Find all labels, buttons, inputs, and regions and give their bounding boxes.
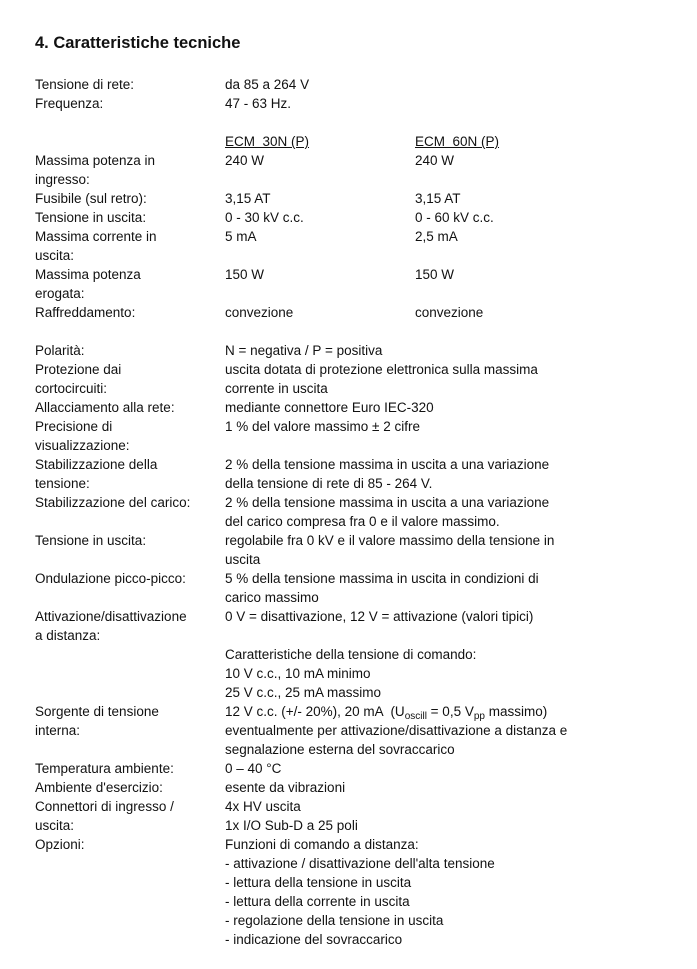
model-col2-header-cell — [415, 132, 691, 151]
text-line: Ondulazione picco-picco: — [35, 571, 186, 586]
spec-label — [35, 569, 225, 588]
spec-value-col1 — [225, 759, 486, 778]
text-line — [225, 702, 629, 721]
spec-row — [35, 645, 691, 702]
spec-row — [35, 398, 691, 417]
spec-label — [35, 455, 225, 493]
spec-value-col2 — [415, 265, 691, 284]
text-line: 2,5 mA — [415, 229, 458, 244]
spec-value-col1 — [225, 493, 620, 531]
spec-value-col1 — [225, 360, 614, 398]
spec-label — [35, 265, 225, 303]
spec-value-col1 — [225, 189, 415, 208]
text-line: Funzioni di comando a distanza: — [225, 837, 419, 852]
spec-label — [35, 493, 225, 512]
text-line: corrente in uscita — [225, 381, 328, 396]
text-line: 25 V c.c., 25 mA massimo — [225, 685, 382, 700]
text-line: Caratteristiche della tensione di comando: — [225, 647, 477, 662]
text-line: 3,15 AT — [225, 191, 271, 206]
text-line: uscita: — [35, 818, 75, 833]
text-line: Stabilizzazione della — [35, 457, 158, 472]
text-line: interna: — [35, 723, 81, 738]
text-line: da 85 a 264 V — [225, 77, 310, 92]
text-line: Tensione in uscita: — [35, 210, 147, 225]
text-line: Massima corrente in — [35, 229, 157, 244]
page-title: 4. Caratteristiche tecniche — [35, 34, 241, 52]
text-line: - indicazione del sovraccarico — [225, 932, 403, 947]
spec-value-col1 — [225, 645, 584, 702]
spec-label — [35, 151, 225, 189]
text-line: 3,15 AT — [415, 191, 461, 206]
text-line: convezione — [225, 305, 294, 320]
spec-value-col2 — [415, 151, 691, 170]
model-header-row — [35, 132, 691, 151]
text-line: 1 % del valore massimo ± 2 cifre — [225, 419, 420, 434]
text-line: 10 V c.c., 10 mA minimo — [225, 666, 371, 681]
text-line: Connettori di ingresso / — [35, 799, 174, 814]
spec-value-col1 — [225, 835, 593, 949]
text-line: Protezione dai — [35, 362, 122, 377]
text-line: ingresso: — [35, 172, 90, 187]
text-line: 5 % della tensione massima in uscita in condizioni di — [225, 571, 539, 586]
spec-label — [35, 189, 225, 208]
spec-value-col1 — [225, 398, 562, 417]
spec-label — [35, 303, 225, 322]
text-segment: = 0,5 V — [426, 704, 474, 719]
text-line: 240 W — [225, 153, 265, 168]
text-line: Massima potenza in — [35, 153, 156, 168]
text-line: Tensione in uscita: — [35, 533, 147, 548]
spec-label — [35, 531, 225, 550]
text-line: carico massimo — [225, 590, 319, 605]
spec-row — [35, 303, 691, 322]
model-col2-header: ECM 60N (P) — [415, 134, 500, 149]
text-line: N = negativa / P = positiva — [225, 343, 383, 358]
spec-value-col1 — [225, 151, 415, 170]
spec-value-col1 — [225, 797, 524, 835]
text-line: - attivazione / disattivazione dell'alta tensione — [225, 856, 495, 871]
spec-value-col1 — [225, 265, 415, 284]
text-line: 150 W — [225, 267, 265, 282]
text-line: Frequenza: — [35, 96, 104, 111]
text-line: uscita: — [35, 248, 75, 263]
spec-label — [35, 341, 225, 360]
spec-row — [35, 531, 691, 569]
spec-value-col1 — [225, 75, 415, 94]
text-line: 4x HV uscita — [225, 799, 301, 814]
spec-label — [35, 417, 225, 455]
spec-row — [35, 569, 691, 607]
section-modelli — [35, 132, 691, 322]
text-line: Attivazione/disattivazione — [35, 609, 187, 624]
spec-value-col2 — [415, 208, 691, 227]
spec-row — [35, 417, 691, 455]
text-line: convezione — [415, 305, 484, 320]
text-line: esente da vibrazioni — [225, 780, 346, 795]
text-line: della tensione di rete di 85 - 264 V. — [225, 476, 433, 491]
text-line: 0 - 60 kV c.c. — [415, 210, 494, 225]
spec-label — [35, 208, 225, 227]
text-line: - regolazione della tensione in uscita — [225, 913, 444, 928]
spec-row — [35, 341, 691, 360]
section-rete — [35, 75, 691, 113]
text-line: - lettura della corrente in uscita — [225, 894, 410, 909]
text-line: eventualmente per attivazione/disattivazione a distanza e — [225, 723, 568, 738]
spec-value-col1 — [225, 94, 415, 113]
spec-row — [35, 94, 691, 113]
text-line: 240 W — [415, 153, 455, 168]
spec-value-col1 — [225, 341, 537, 360]
text-line: 5 mA — [225, 229, 257, 244]
spec-row — [35, 835, 691, 949]
text-line: regolabile fra 0 kV e il valore massimo della tensione in — [225, 533, 555, 548]
text-line: - lettura della tensione in uscita — [225, 875, 412, 890]
spec-row — [35, 797, 691, 835]
spec-label — [35, 94, 225, 113]
spec-label — [35, 778, 225, 797]
text-line: Tensione di rete: — [35, 77, 135, 92]
text-line: 0 – 40 °C — [225, 761, 282, 776]
spec-label — [35, 607, 225, 645]
spec-row — [35, 493, 691, 531]
spec-value-col1 — [225, 417, 556, 436]
text-line: Precisione di — [35, 419, 113, 434]
text-line: 2 % della tensione massima in uscita a una variazione — [225, 457, 550, 472]
spec-row — [35, 189, 691, 208]
text-line: Allacciamento alla rete: — [35, 400, 175, 415]
text-line: 1x I/O Sub-D a 25 poli — [225, 818, 358, 833]
text-line: Sorgente di tensione — [35, 704, 159, 719]
text-line: mediante connettore Euro IEC-320 — [225, 400, 434, 415]
text-line: cortocircuiti: — [35, 381, 108, 396]
spec-value-col1 — [225, 208, 415, 227]
text-line: uscita dotata di protezione elettronica sulla massima — [225, 362, 538, 377]
text-line: Stabilizzazione del carico: — [35, 495, 191, 510]
text-segment: massimo) — [484, 704, 548, 719]
spec-value-col2 — [415, 303, 691, 322]
text-line: Fusibile (sul retro): — [35, 191, 147, 206]
spec-label — [35, 702, 225, 740]
text-line: 150 W — [415, 267, 455, 282]
spec-row — [35, 607, 691, 645]
spec-value-col1 — [225, 455, 620, 493]
spec-row — [35, 702, 691, 759]
spec-sections — [35, 75, 691, 949]
text-line: 0 - 30 kV c.c. — [225, 210, 304, 225]
text-line: uscita — [225, 552, 261, 567]
text-line: Ambiente d'esercizio: — [35, 780, 163, 795]
spec-label — [35, 398, 225, 417]
subscript-segment: pp — [473, 711, 485, 722]
text-line: Massima potenza — [35, 267, 141, 282]
subscript-segment: oscill — [404, 711, 427, 722]
text-line: a distanza: — [35, 628, 101, 643]
text-line: erogata: — [35, 286, 85, 301]
text-line: tensione: — [35, 476, 90, 491]
spec-value-col1 — [225, 569, 615, 607]
model-col1-header: ECM 30N (P) — [225, 134, 310, 149]
text-segment: 12 V c.c. (+/- 20%), 20 mA (U — [225, 704, 405, 719]
text-line: visualizzazione: — [35, 438, 130, 453]
spec-value-col2 — [415, 189, 691, 208]
spec-row — [35, 759, 691, 778]
text-line: 2 % della tensione massima in uscita a una variazione — [225, 495, 550, 510]
spec-value-col1 — [225, 778, 518, 797]
spec-value-col1 — [225, 531, 623, 569]
spec-label — [35, 759, 225, 778]
text-line: 0 V = disattivazione, 12 V = attivazione (valori tipici) — [225, 609, 534, 624]
spec-row — [35, 360, 691, 398]
text-line: 47 - 63 Hz. — [225, 96, 292, 111]
spec-label — [35, 227, 225, 265]
spec-label — [35, 75, 225, 94]
spec-row — [35, 227, 691, 265]
spec-row — [35, 455, 691, 493]
spec-row — [35, 75, 691, 94]
spec-label — [35, 797, 225, 835]
spec-label — [35, 360, 225, 398]
text-line: del carico compresa fra 0 e il valore massimo. — [225, 514, 500, 529]
text-line: Opzioni: — [35, 837, 85, 852]
text-line: Temperatura ambiente: — [35, 761, 174, 776]
spec-value-col1 — [225, 607, 612, 626]
spec-label — [35, 835, 225, 854]
spec-row — [35, 265, 691, 303]
text-line: Polarità: — [35, 343, 85, 358]
spec-row — [35, 151, 691, 189]
text-line: segnalazione esterna del sovraccarico — [225, 742, 455, 757]
spec-value-col1 — [225, 303, 415, 322]
spec-row — [35, 208, 691, 227]
spec-value-col1 — [225, 227, 415, 246]
spec-value-col1 — [225, 702, 629, 759]
spec-value-col2 — [415, 227, 691, 246]
section-caratteristiche — [35, 341, 691, 949]
spec-row — [35, 778, 691, 797]
model-col1-header-cell — [225, 132, 415, 151]
text-line: Raffreddamento: — [35, 305, 136, 320]
